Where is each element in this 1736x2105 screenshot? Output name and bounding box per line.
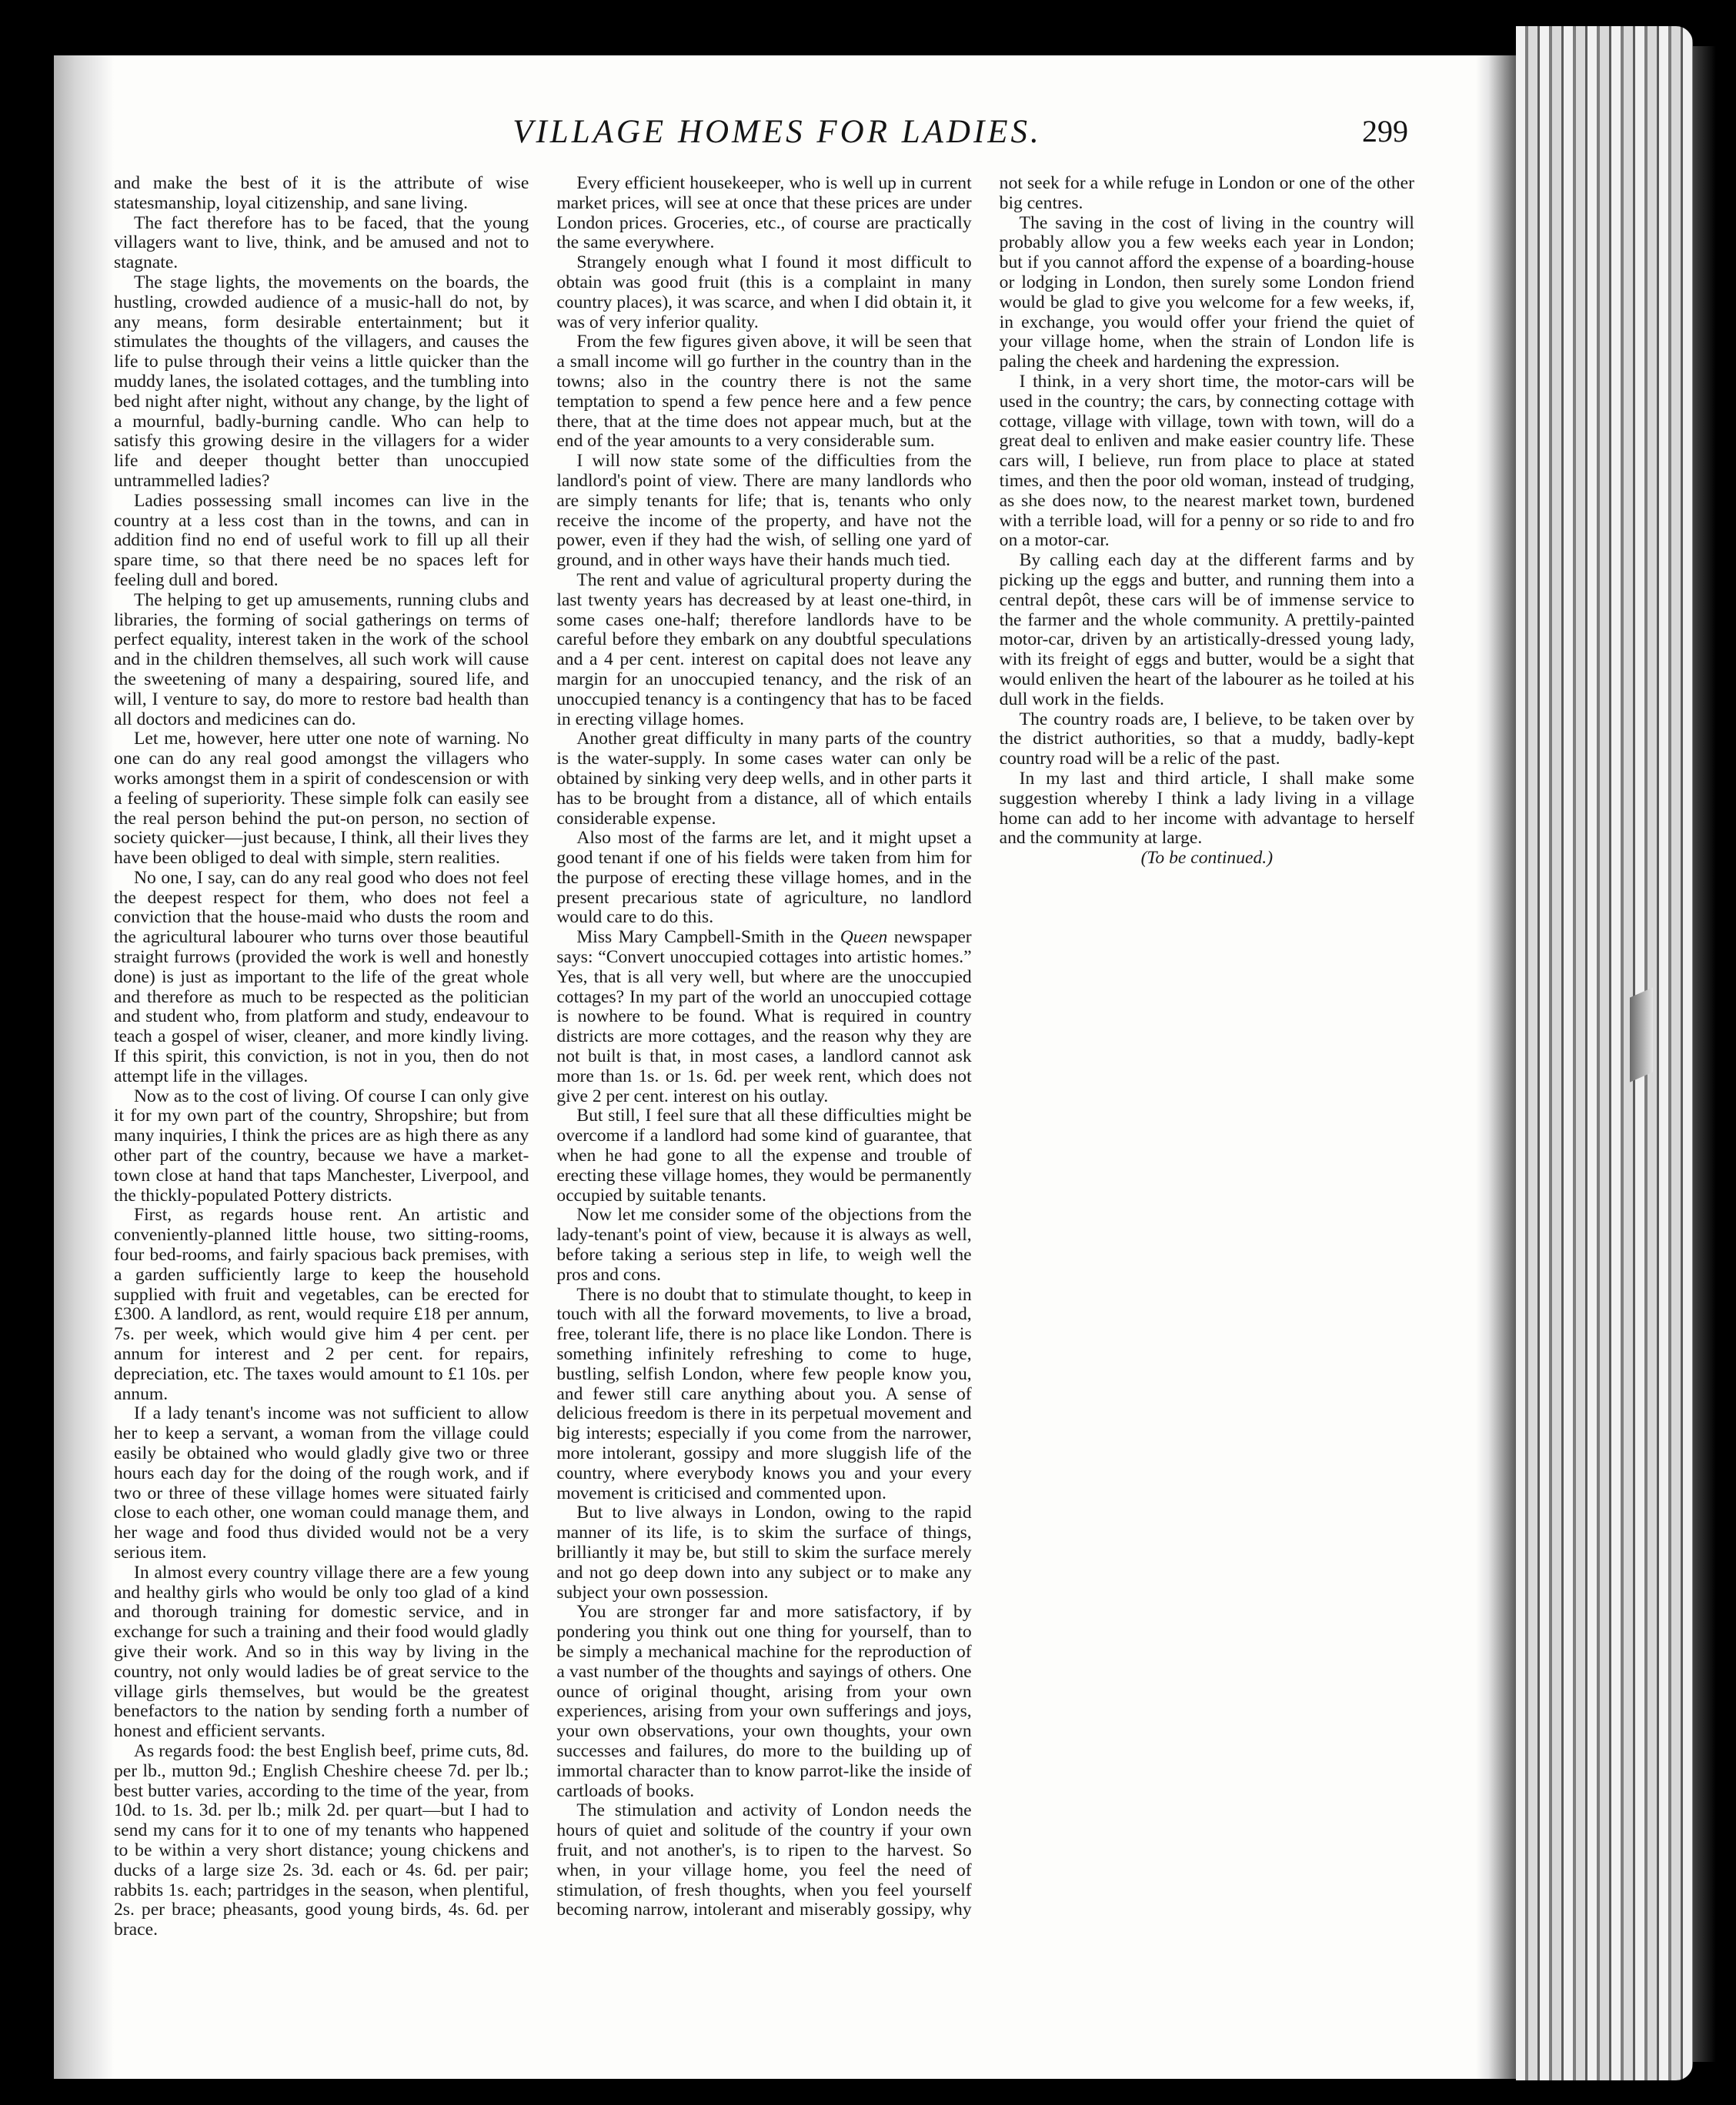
binding-shadow [1693, 46, 1716, 2062]
article-paragraph: From the few figures given above, it will be seen that a small income will go further in the country than in the towns; also in the country there is not the same temptation to spend a few pence here and a few pence there, that at the time does not appear much, but at the end of the year amounts to a very considerable sum. [556, 332, 972, 452]
page-number: 299 [1362, 114, 1408, 148]
article-paragraph: Another great difficulty in many parts of the country is the water-supply. In some cases water can only be obtained by sinking very deep wells, and in other parts it has to be brought from a distance, all of which entails considerable expense. [556, 729, 972, 829]
running-header [146, 113, 1408, 167]
article-paragraph: But still, I feel sure that all these difficulties might be overcome if a landlord had some kind of guarantee, that when he had gone to all the expense and trouble of erecting these village homes, they would be permanently occupied by suitable tenants. [556, 1106, 972, 1206]
article-paragraph: The helping to get up amusements, running clubs and libraries, the forming of social gatherings on terms of perfect equality, interest taken in the work of the school and in the children themselves, all such work will cause the sweetening of many a despairing, soured life, and will, I venture to say, do more to restore bad health than all doctors and medicines can do. [114, 589, 529, 729]
article-paragraph: You are stronger far and more satisfactory, if by pondering you think out one thing for yourself, than to be simply a mechanical machine for the reproduction of a vast number of the thoughts and sayings of others. One ounce of original thought, arising from your own experiences, arising from your own sufferings and joys, your own observations, your own thoughts, your own successes and failures, do more to the building up of immortal character than to know parrot-like the inside of cartloads of books. [556, 1602, 972, 1801]
book-page [54, 55, 1516, 2079]
page-right-edge [1476, 55, 1516, 2079]
publication-title: Queen [840, 927, 888, 948]
article-paragraph: By calling each day at the different farms and by picking up the eggs and butter, and running them into a central depôt, these cars will be of immense service to the farmer and the whole community. A prettily-painted motor-car, driven by an artistically-dressed young lady, with its freight of eggs and butter, would be a sight that would enliven the heart of the labourer as he toiled at his dull work in the fields. [999, 550, 1414, 709]
page-gutter-shadow [54, 55, 114, 2079]
article-paragraph: If a lady tenant's income was not sufficient to allow her to keep a servant, a woman from the village could easily be obtained who would gladly give two or three hours each day for the doing of the rough work, and if two or three of these village homes were situated fairly close to each other, one woman could manage them, and her wage and food thus divided would not be a very serious item. [114, 1403, 529, 1563]
article-paragraph: The stage lights, the movements on the boards, the hustling, crowded audience of a music-hall do not, by any means, form desirable entertainment; but it stimulates the thoughts of the villagers, and causes the life to pulse through their veins a little quicker than the muddy lanes, the isolated cottages, and the tumbling into bed night after night, without any change, by the light of a mournful, badly-burning candle. Who can help to satisfy this growing desire in the villagers for a wider life and deeper thought better than unoccupied untrammelled ladies? [114, 272, 529, 491]
article-paragraph: The fact therefore has to be faced, that the young villagers want to live, think, and be amused and not to stagnate. [114, 212, 529, 273]
article-paragraph: Every efficient housekeeper, who is well up in current market prices, will see at once that these prices are under London prices. Groceries, etc., of course are practically the same everywhere. [556, 173, 972, 253]
page-edge-tab [1630, 987, 1653, 1082]
article-paragraph: Ladies possessing small incomes can live in the country at a less cost than in the towns, and can in addition find no end of useful work to fill up all their spare time, so that there need be no spaces left for feeling dull and bored. [114, 490, 529, 590]
article-paragraph: and make the best of it is the attribute of wise statesmanship, loyal citizenship, and sane living. [114, 173, 529, 213]
article-paragraph: There is no doubt that to stimulate thought, to keep in touch with all the forward movements, to live a broad, free, tolerant life, there is no place like London. There is something infinitely refreshing to come to huge, bustling, selfish London, where few people know you, and fewer still care anything about you. A sense of delicious freedom is there in its perpetual movement and big interests; especially if you come from the narrower, more intolerant, gossipy and more sluggish life of the country, where everybody knows you and your every movement is criticised and commented upon. [556, 1284, 972, 1503]
article-paragraph: In my last and third article, I shall make some suggestion whereby I think a lady living in a village home can add to her income with advantage to herself and the community at large. [999, 768, 1414, 849]
queen-para-after: newspaper says: “Convert unoccupied cottages into artistic homes.” Yes, that is all very well, but where are the unoccupied cottages? In my part of the world an unoccupied cottage is nowhere to be found. What is required in country districts are more cottages, and the reason why they are not built is that, in most cases, a landlord cannot ask more than 1s. or 1s. 6d. per week rent, which does not give 2 per cent. interest on his outlay. [556, 927, 972, 1106]
article-paragraph: The stimulation and activity of London needs the hours of quiet and solitude of the country if your own fruit, and not another's, is to ripen to the harvest. So when, in your village home, you feel the need of stimulation, of fresh thoughts, when you feel yourself becoming narrow, intolerant and miserably gossipy, why not seek for a while refuge in London or one of the other big centres. [556, 173, 1414, 1920]
article-paragraph: I will now state some of the difficulties from the landlord's point of view. There are many landlords who are simply tenants for life; that is, tenants who only receive the income of the property, and have not the power, even if they had the wish, of selling one yard of ground, and in other ways have their hands much tied. [556, 451, 972, 571]
article-paragraph: The saving in the cost of living in the country will probably allow you a few weeks each year in London; but if you cannot afford the expense of a boarding-house or lodging in London, then surely some London friend would be glad to give you welcome for a few weeks, if, in exchange, you would offer your friend the quiet of your village home, when the strain of London life is paling the cheek and hardening the expression. [999, 212, 1414, 372]
article-paragraph: Let me, however, here utter one note of warning. No one can do any real good amongst the villagers who works amongst them in a spirit of condescension or with a feeling of superiority. These simple folk can easily see the real person behind the put-on person, no section of society quicker—just because, I think, all their lives they have been obliged to deal with simple, stern realities. [114, 729, 529, 869]
article-paragraph: No one, I say, can do any real good who does not feel the deepest respect for them, who does not feel a conviction that the house-maid who dusts the room and the agricultural labourer who turns over those beautiful straight furrows (provided the work is well and honestly done) is just as important to the life of the great whole and therefore as much to be respected as the politician and student who, from platform and study, endeavour to teach a gospel of wiser, cleaner, and more kindly living. If this spirit, this conviction, is not in you, then do not attempt life in the villages. [114, 867, 529, 1086]
article-body [114, 174, 1414, 1943]
article-paragraph-queen-quote [556, 928, 971, 1106]
article-paragraph: Strangely enough what I found it most difficult to obtain was good fruit (this is a complaint in many country places), it was scarce, and when I did obtain it, it was of very inferior quality. [556, 252, 972, 332]
queen-para-before: Miss Mary Campbell-Smith in the [576, 927, 840, 948]
article-paragraph: But to live always in London, owing to the rapid manner of its life, is to skim the surface of things, brilliantly it may be, but still to skim the surface merely and not go deep down into any subject or to make any subject your own possession. [556, 1503, 972, 1603]
article-paragraph: The rent and value of agricultural property during the last twenty years has decreased by at least one-third, in some cases one-half; therefore landlords have to be careful before they embark on any doubtful speculations and a 4 per cent. interest on capital does not leave any margin for an unoccupied tenancy, and the risk of an unoccupied tenancy is a contingency that has to be faced in erecting village homes. [556, 569, 972, 729]
page-stack-edges [1516, 26, 1693, 2080]
article-paragraph: Also most of the farms are let, and it might upset a good tenant if one of his fields were taken from him for the purpose of erecting these village homes, and in the present precarious state of agriculture, no landlord would care to do this. [556, 828, 972, 928]
article-paragraph: First, as regards house rent. An artistic and conveniently-planned little house, two sitting-rooms, four bed-rooms, and fairly spacious back premises, with a garden sufficiently large to keep the household supplied with fruit and vegetables, can be erected for £300. A landlord, as rent, would require £18 per annum, 7s. per week, which would give him 4 per cent. per annum for interest and 2 per cent. for repairs, depreciation, etc. The taxes would amount to £1 10s. per annum. [114, 1205, 529, 1404]
article-paragraph: I think, in a very short time, the motor-cars will be used in the country; the cars, by connecting cottage with cottage, village with village, town with town, will do a great deal to enliven and make easier country life. These cars will, I believe, run from place to place at stated times, and then the poor old woman, instead of trudging, as she does now, to the nearest market town, burdened with a terrible load, will for a penny or so ride to and fro on a motor-car. [999, 371, 1414, 551]
running-title: VILLAGE HOMES FOR LADIES. [512, 114, 1042, 150]
article-paragraph: As regards food: the best English beef, prime cuts, 8d. per lb., mutton 9d.; English Cheshire cheese 7d. per lb.; best butter varies, according to the time of the year, from 10d. to 1s. 3d. per lb.; milk 2d. per quart—but I had to send my cans for it to one of my tenants who happened to be within a very short distance; young chickens and ducks of a large size 2s. 3d. each or 4s. 6d. per pair; rabbits 1s. each; partridges in the season, when plentiful, 2s. per brace; pheasants, good young birds, 4s. 6d. per brace. [114, 1740, 529, 1940]
article-paragraph: Now as to the cost of living. Of course I can only give it for my own part of the country, Shropshire; but from many inquiries, I think the prices are as high there as any other part of the country, because we have a market-town close at hand that taps Manchester, Liverpool, and the thickly-populated Pottery districts. [114, 1086, 529, 1206]
article-paragraph: The country roads are, I believe, to be taken over by the district authorities, so that a muddy, badly-kept country road will be a relic of the past. [999, 709, 1414, 769]
article-paragraph: Now let me consider some of the objections from the lady-tenant's point of view, because it is always as well, before taking a serious step in life, to weigh well the pros and cons. [556, 1205, 972, 1285]
article-paragraph: In almost every country village there are a few young and healthy girls who would be only too glad of a kind and thorough training for domestic service, and in exchange for such a training and their food would gladly give their work. And so in this way by living in the country, not only would ladies be of great service to the village girls themselves, but would be the greatest benefactors to the nation by sending forth a number of honest and efficient servants. [114, 1562, 529, 1742]
continued-note: (To be continued.) [1140, 848, 1274, 869]
